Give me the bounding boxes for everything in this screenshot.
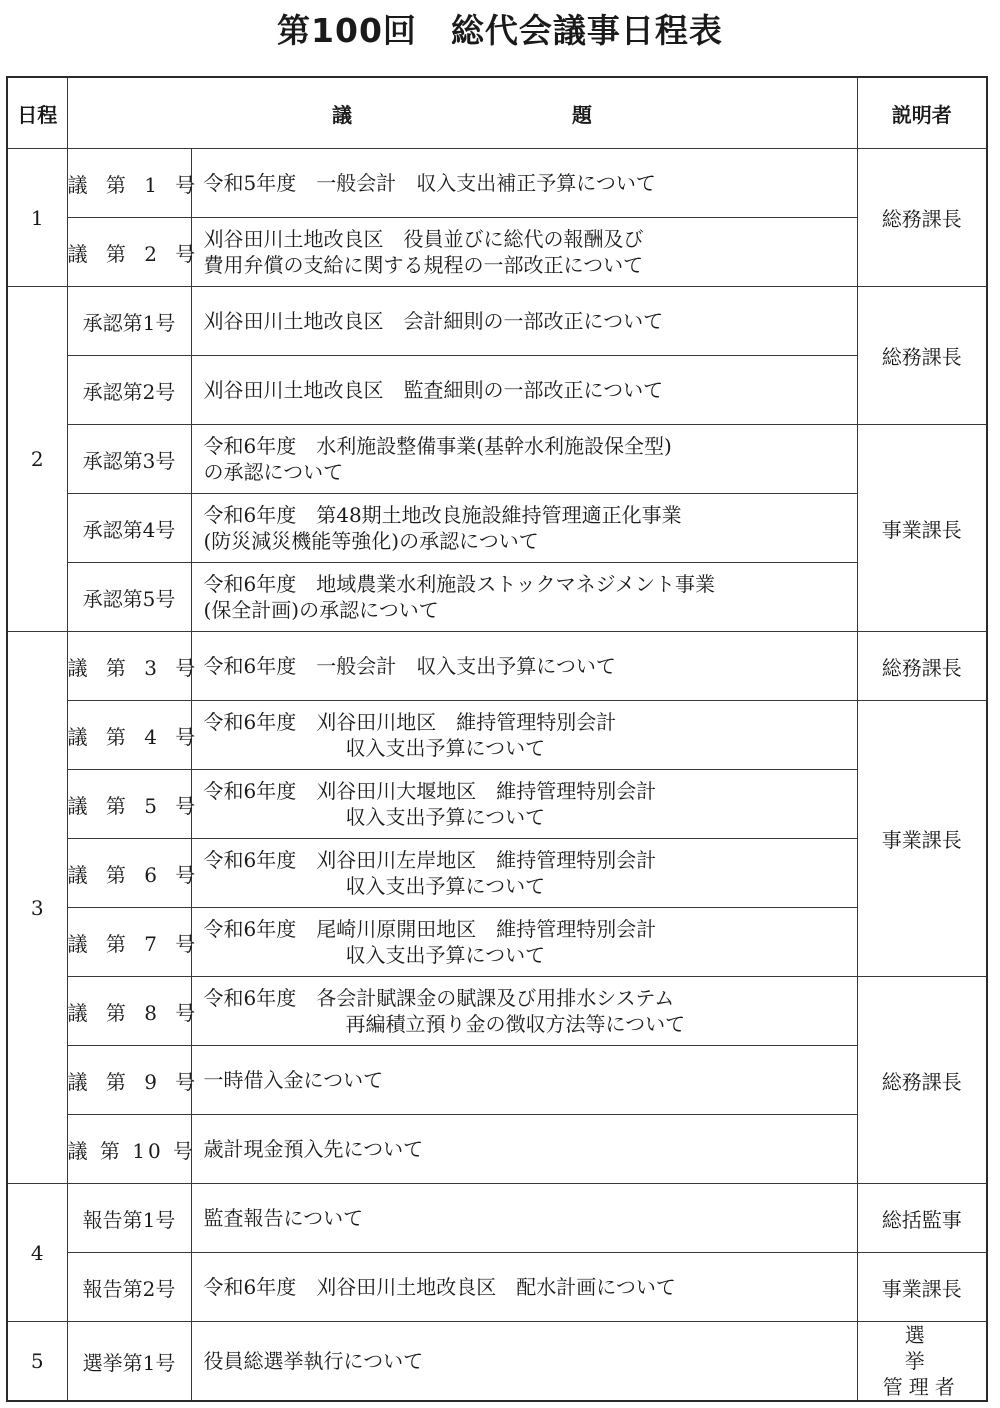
item-title-line1: 刈谷田川土地改良区 監査細則の一部改正について <box>203 378 664 402</box>
item-title-line2: 収入支出予算について <box>345 943 546 967</box>
table-row <box>7 1046 987 1115</box>
item-number: 議 第 4 号 <box>67 701 191 770</box>
table-row <box>7 839 987 908</box>
item-title-line2: 収入支出予算について <box>345 805 546 829</box>
item-title <box>191 908 857 977</box>
item-title <box>191 770 857 839</box>
item-title-line2: (保全計画)の承認について <box>203 598 439 622</box>
presenter-cell: 総務課長 <box>857 287 987 425</box>
item-title <box>191 218 857 287</box>
table-row <box>7 494 987 563</box>
item-title-line1: 一時借入金について <box>203 1068 384 1092</box>
item-title-line1: 令和6年度 第48期土地改良施設維持管理適正化事業 <box>203 503 682 527</box>
item-title-line2: 再編積立預り金の徴収方法等について <box>345 1012 686 1036</box>
item-title-line1: 令和6年度 一般会計 収入支出予算について <box>203 654 616 678</box>
table-row <box>7 563 987 632</box>
item-number: 議 第 1 号 <box>67 149 191 218</box>
table-row <box>7 977 987 1046</box>
header-agenda-char2: 題 <box>572 102 592 127</box>
agenda-table <box>6 76 988 1402</box>
item-number: 承認第5号 <box>67 563 191 632</box>
item-number: 議 第 5 号 <box>67 770 191 839</box>
item-title-line2: (防災減災機能等強化)の承認について <box>203 529 539 553</box>
item-title-line1: 令和6年度 水利施設整備事業(基幹水利施設保全型) <box>203 434 672 458</box>
item-title-line2: 費用弁償の支給に関する規程の一部改正について <box>203 253 644 277</box>
table-row <box>7 1322 987 1402</box>
presenter-cell: 総務課長 <box>857 149 987 287</box>
presenter-cell: 総括監事 <box>857 1184 987 1253</box>
item-title-line2: 収入支出予算について <box>345 874 546 898</box>
item-number: 承認第4号 <box>67 494 191 563</box>
presenter-cell: 総務課長 <box>857 632 987 701</box>
item-number: 議 第 6 号 <box>67 839 191 908</box>
item-title <box>191 632 857 701</box>
day-cell: 4 <box>7 1184 67 1322</box>
item-number: 承認第2号 <box>67 356 191 425</box>
item-title-line1: 令和5年度 一般会計 収入支出補正予算について <box>203 171 656 195</box>
presenter-cell: 事業課長 <box>857 425 987 632</box>
item-title-line2: の承認について <box>203 460 344 484</box>
item-title <box>191 1253 857 1322</box>
item-number: 議 第 9 号 <box>67 1046 191 1115</box>
item-number: 議 第 2 号 <box>67 218 191 287</box>
item-title <box>191 701 857 770</box>
header-day: 日程 <box>7 77 67 149</box>
table-row <box>7 770 987 839</box>
item-title <box>191 1322 857 1402</box>
item-title <box>191 1046 857 1115</box>
item-number: 選挙第1号 <box>67 1322 191 1402</box>
table-row <box>7 425 987 494</box>
item-title-line1: 令和6年度 尾崎川原開田地区 維持管理特別会計 <box>203 917 657 941</box>
item-title-line1: 刈谷田川土地改良区 役員並びに総代の報酬及び <box>203 227 644 251</box>
item-title <box>191 1184 857 1253</box>
presenter-cell: 事業課長 <box>857 1253 987 1322</box>
table-row <box>7 632 987 701</box>
item-title <box>191 563 857 632</box>
table-row <box>7 1253 987 1322</box>
header-agenda-char1: 議 <box>332 102 352 127</box>
presenter-line1: 選挙 <box>904 1323 963 1373</box>
table-row <box>7 149 987 218</box>
item-title-line2: 収入支出予算について <box>345 736 546 760</box>
header-row <box>7 77 987 149</box>
item-number: 議 第 8 号 <box>67 977 191 1046</box>
item-title <box>191 839 857 908</box>
day-cell: 1 <box>7 149 67 287</box>
item-title <box>191 356 857 425</box>
item-title-line1: 令和6年度 刈谷田川地区 維持管理特別会計 <box>203 710 617 734</box>
item-title <box>191 1115 857 1184</box>
day-cell: 2 <box>7 287 67 632</box>
presenter-cell: 総務課長 <box>857 977 987 1184</box>
item-number: 議 第 3 号 <box>67 632 191 701</box>
item-title <box>191 425 857 494</box>
day-cell: 3 <box>7 632 67 1184</box>
item-number: 報告第1号 <box>67 1184 191 1253</box>
presenter-cell: 事業課長 <box>857 701 987 977</box>
item-title <box>191 494 857 563</box>
item-title <box>191 149 857 218</box>
item-title-line1: 監査報告について <box>203 1206 364 1230</box>
item-number: 議 第 10 号 <box>67 1115 191 1184</box>
table-row <box>7 287 987 356</box>
table-row <box>7 218 987 287</box>
item-title <box>191 977 857 1046</box>
item-title-line1: 役員総選挙執行について <box>203 1349 424 1373</box>
item-title-line1: 歳計現金預入先について <box>203 1137 424 1161</box>
item-number: 承認第3号 <box>67 425 191 494</box>
header-presenter: 説明者 <box>857 77 987 149</box>
table-row <box>7 356 987 425</box>
table-row <box>7 701 987 770</box>
item-title-line1: 令和6年度 刈谷田川大堰地区 維持管理特別会計 <box>203 779 657 803</box>
day-cell: 5 <box>7 1322 67 1402</box>
item-title-line1: 令和6年度 刈谷田川土地改良区 配水計画について <box>203 1275 676 1299</box>
item-title-line1: 令和6年度 各会計賦課金の賦課及び用排水システム <box>203 986 675 1010</box>
item-title-line1: 刈谷田川土地改良区 会計細則の一部改正について <box>203 309 664 333</box>
item-number: 報告第2号 <box>67 1253 191 1322</box>
presenter-cell <box>857 1322 987 1402</box>
header-agenda <box>67 77 857 149</box>
item-title <box>191 287 857 356</box>
page-title: 第100回 総代会議事日程表 <box>277 11 723 50</box>
item-title-line1: 令和6年度 地域農業水利施設ストックマネジメント事業 <box>203 572 716 596</box>
table-row <box>7 1115 987 1184</box>
table-row <box>7 1184 987 1253</box>
item-number: 承認第1号 <box>67 287 191 356</box>
item-number: 議 第 7 号 <box>67 908 191 977</box>
presenter-line2: 管理者 <box>882 1375 961 1399</box>
table-row <box>7 908 987 977</box>
item-title-line1: 令和6年度 刈谷田川左岸地区 維持管理特別会計 <box>203 848 657 872</box>
